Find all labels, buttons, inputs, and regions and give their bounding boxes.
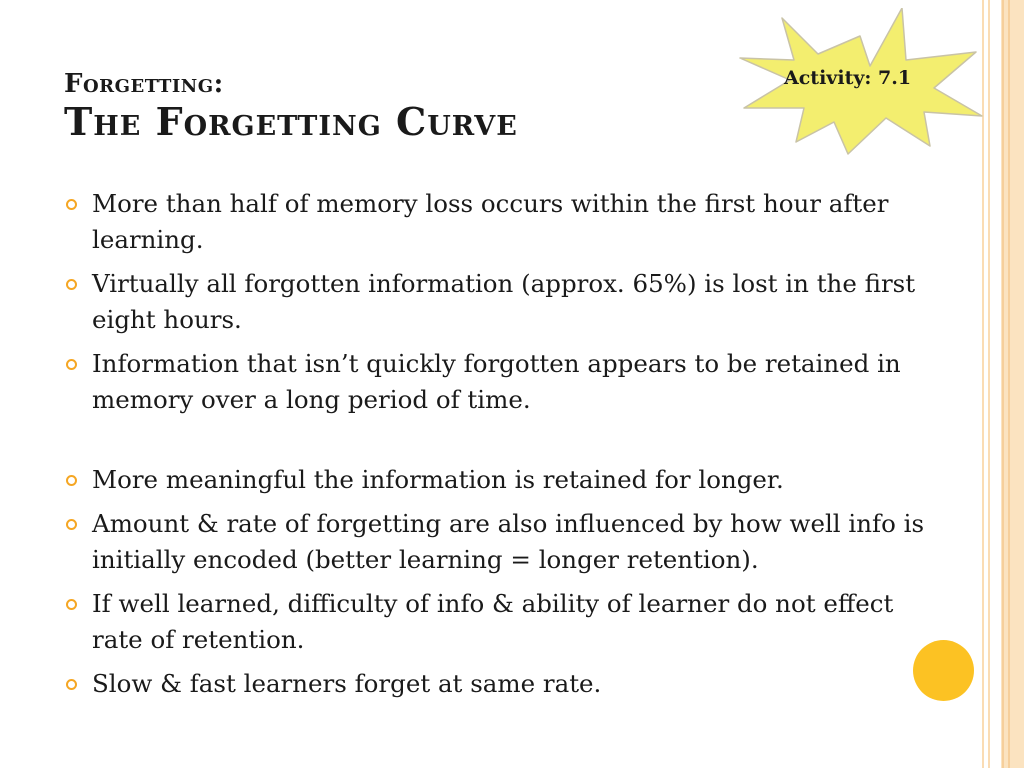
bullet-item bbox=[62, 186, 942, 258]
activity-badge-label: Activity: 7.1 bbox=[784, 67, 912, 89]
bullet-circle-icon bbox=[66, 475, 77, 486]
decorative-stripe bbox=[1001, 0, 1024, 768]
bullet-circle-icon bbox=[66, 599, 77, 610]
decorative-stripe-line bbox=[988, 0, 990, 768]
bullet-item bbox=[62, 266, 942, 338]
bullet-item bbox=[62, 666, 942, 702]
slide-title-line1: Forgetting: bbox=[64, 69, 224, 99]
bullet-item bbox=[62, 506, 942, 578]
bullet-item bbox=[62, 346, 942, 418]
bullet-circle-icon bbox=[66, 519, 77, 530]
bullet-item bbox=[62, 586, 942, 658]
bullet-circle-icon bbox=[66, 359, 77, 370]
bullet-text: Virtually all forgotten information (approx. 65%) is lost in the first eight hours. bbox=[92, 269, 916, 334]
bullet-text: Slow & fast learners forget at same rate. bbox=[92, 669, 602, 698]
slide-title-line2: The Forgetting Curve bbox=[64, 98, 518, 144]
decorative-stripe-line bbox=[1002, 0, 1004, 768]
bullet-circle-icon bbox=[66, 679, 77, 690]
bullet-text: More than half of memory loss occurs within the first hour after learning. bbox=[92, 189, 889, 254]
bullet-text: More meaningful the information is retained for longer. bbox=[92, 465, 784, 494]
bullet-item bbox=[62, 462, 942, 498]
bullet-list bbox=[62, 186, 942, 710]
slide-title bbox=[64, 70, 518, 142]
bullet-circle-icon bbox=[66, 279, 77, 290]
bullet-text: Information that isn’t quickly forgotten appears to be retained in memory over a long period of time. bbox=[92, 349, 901, 414]
bullet-circle-icon bbox=[66, 199, 77, 210]
decorative-circle-icon bbox=[913, 640, 974, 701]
bullet-text: Amount & rate of forgetting are also influenced by how well info is initially encoded (better learning = longer retention). bbox=[92, 509, 925, 574]
bullet-text: If well learned, difficulty of info & ability of learner do not effect rate of retention. bbox=[92, 589, 894, 654]
decorative-stripe-line bbox=[1008, 0, 1010, 768]
